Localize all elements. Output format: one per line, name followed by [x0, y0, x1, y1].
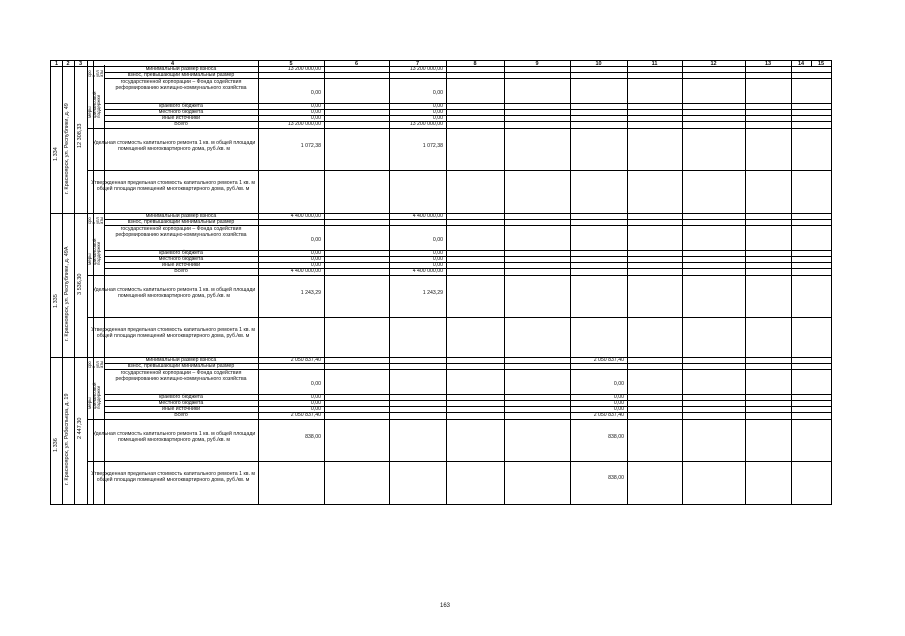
house-area: 3 536,30 [77, 273, 83, 295]
payment-term-label: сро к упл аты [87, 69, 104, 77]
payment-term-label: сро к упл аты [87, 216, 104, 224]
header-cell: 6 [354, 60, 359, 67]
value-cell: 13 200 000,00 [287, 66, 321, 73]
header-cell: 2 [66, 60, 70, 67]
page-number: 163 [440, 603, 451, 609]
value-cell: 0,00 [310, 400, 321, 407]
house-address: г. Красноярск, ул. Республики, д. 49 [64, 103, 70, 194]
header-cell: 7 [415, 60, 420, 67]
grid-line-horizontal [87, 170, 831, 171]
value-cell: 0,00 [613, 381, 624, 388]
header-cell: 14 [797, 60, 805, 67]
financial-support-label: меры финансовой поддержки [87, 382, 102, 409]
value-cell: 0,00 [310, 381, 321, 388]
row-number: 1.335 [53, 294, 59, 308]
label-min-contribution: минимальный размер взноса [145, 213, 217, 220]
row-number: 1.336 [53, 438, 59, 452]
label-total: Всего [174, 268, 188, 275]
label-min-contribution: минимальный размер взноса [145, 66, 217, 73]
payment-term-label: сро к упл аты [87, 360, 104, 368]
value-cell: 0,00 [310, 90, 321, 97]
label-unit-cost: Удельная стоимость капитального ремонта 1 кв. м общей площади помещений многоквартирного дома, руб./кв. м [92, 140, 256, 152]
value-cell: 1 243,29 [300, 290, 321, 297]
label-min-contribution: минимальный размер взноса [145, 357, 217, 364]
value-cell: 4 400 000,00 [412, 268, 443, 275]
header-cell: 8 [473, 60, 477, 67]
value-cell: 0,00 [432, 90, 443, 97]
grid-line-horizontal [87, 461, 831, 462]
grid-line-horizontal [87, 317, 831, 318]
value-cell: 1 243,29 [422, 290, 443, 297]
house-area: 12 308,33 [77, 123, 83, 148]
label-over-contribution: взнос, превышающий минимальный размер [127, 219, 235, 226]
value-cell: 13 200 000,00 [287, 121, 321, 128]
value-cell: 0,00 [432, 256, 443, 263]
value-cell: 2 050 837,40 [593, 412, 624, 419]
header-cell: 15 [817, 60, 825, 67]
financial-support-label: меры финансовой поддержки [87, 91, 102, 118]
label-local-budget: местного бюджета [158, 256, 204, 263]
label-regional-budget: краевого бюджета [159, 394, 203, 401]
label-local-budget: местного бюджета [158, 400, 204, 407]
value-cell: 0,00 [432, 250, 443, 257]
row-number: 1.334 [53, 147, 59, 161]
value-cell: 0,00 [310, 109, 321, 116]
value-cell: 13 200 000,00 [409, 66, 443, 73]
label-regional-budget: краевого бюджета [159, 250, 203, 257]
value-cell: 838,00 [305, 434, 321, 441]
value-cell: 838,00 [608, 434, 624, 441]
value-cell: 0,00 [310, 262, 321, 269]
header-cell: 11 [651, 60, 658, 67]
grid-line-horizontal [87, 275, 831, 276]
label-regional-budget: краевого бюджета [159, 103, 203, 110]
label-approved-limit: Утвержденная предельная стоимость капитального ремонта 1 кв. м общей площади помещений многоквартирного дома, руб./кв. м [91, 471, 255, 483]
grid-line-horizontal [87, 419, 831, 420]
header-cell: 9 [535, 60, 539, 67]
capital-repair-table [50, 60, 832, 505]
header-cell: 1 [54, 60, 59, 67]
value-cell: 1 072,38 [422, 143, 443, 150]
value-cell: 2 050 837,40 [290, 357, 321, 364]
label-other-sources: иные источники [161, 406, 201, 413]
label-other-sources: иные источники [161, 262, 201, 269]
value-cell: 0,00 [432, 237, 443, 244]
house-address: г. Красноярск, ул. Робеспьера, д. 19 [64, 393, 70, 485]
value-cell: 0,00 [613, 406, 624, 413]
value-cell: 0,00 [310, 103, 321, 110]
header-cell: 4 [170, 60, 175, 67]
label-over-contribution: взнос, превышающий минимальный размер [127, 363, 235, 370]
label-other-sources: иные источники [161, 115, 201, 122]
value-cell: 0,00 [310, 115, 321, 122]
header-cell: 13 [764, 60, 772, 67]
house-address: г. Красноярск, ул. Республики, д. 49А [64, 246, 70, 341]
header-cell: 10 [595, 60, 602, 67]
value-cell: 0,00 [432, 115, 443, 122]
value-cell: 0,00 [613, 400, 624, 407]
label-over-contribution: взнос, превышающий минимальный размер [127, 72, 235, 79]
grid-line-vertical [62, 61, 63, 504]
grid-line-horizontal [87, 128, 831, 129]
label-fund: государственной корпорации – Фонда содействия реформированию жилищно-коммунального хозяйства [115, 225, 247, 238]
value-cell: 4 400 000,00 [290, 213, 321, 220]
label-local-budget: местного бюджета [158, 109, 204, 116]
value-cell: 0,00 [432, 109, 443, 116]
label-unit-cost: Удельная стоимость капитального ремонта 1 кв. м общей площади помещений многоквартирного дома, руб./кв. м [92, 287, 256, 299]
financial-support-label: меры финансовой поддержки [87, 238, 102, 265]
value-cell: 0,00 [310, 250, 321, 257]
label-approved-limit: Утвержденная предельная стоимость капитального ремонта 1 кв. м общей площади помещений многоквартирного дома, руб./кв. м [91, 327, 255, 339]
grid-line-vertical [811, 61, 812, 66]
header-cell: 5 [289, 60, 293, 67]
label-approved-limit: Утвержденная предельная стоимость капитального ремонта 1 кв. м общей площади помещений многоквартирного дома, руб./кв. м [91, 180, 255, 192]
label-total: Всего [174, 412, 188, 419]
value-cell: 0,00 [310, 237, 321, 244]
value-cell: 2 050 837,40 [290, 412, 321, 419]
label-fund: государственной корпорации – Фонда содействия реформированию жилищно-коммунального хозяйства [115, 78, 247, 91]
value-cell: 0,00 [310, 256, 321, 263]
value-cell: 0,00 [310, 394, 321, 401]
value-cell: 0,00 [432, 103, 443, 110]
value-cell: 0,00 [432, 262, 443, 269]
value-cell: 2 050 837,40 [593, 357, 624, 364]
value-cell: 0,00 [613, 394, 624, 401]
value-cell: 4 400 000,00 [412, 213, 443, 220]
value-cell: 1 072,38 [300, 143, 321, 150]
label-unit-cost: Удельная стоимость капитального ремонта 1 кв. м общей площади помещений многоквартирного дома, руб./кв. м [92, 431, 256, 443]
label-total: Всего [174, 121, 188, 128]
value-cell: 4 400 000,00 [290, 268, 321, 275]
value-cell: 0,00 [310, 406, 321, 413]
value-cell: 838,00 [608, 475, 624, 482]
grid-line-vertical [74, 61, 75, 504]
label-fund: государственной корпорации – Фонда содействия реформированию жилищно-коммунального хозяйства [115, 369, 247, 382]
header-cell: 3 [78, 60, 83, 67]
header-cell: 12 [710, 60, 717, 67]
value-cell: 13 200 000,00 [409, 121, 443, 128]
house-area: 2 447,30 [77, 417, 83, 439]
